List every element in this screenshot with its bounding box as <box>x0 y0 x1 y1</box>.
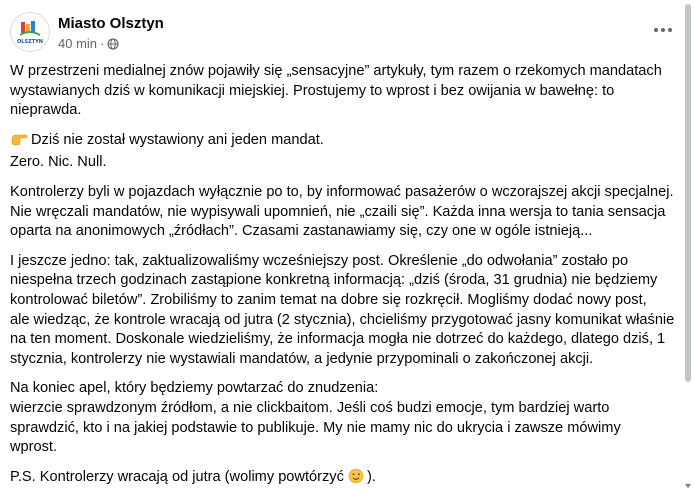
more-horizontal-icon <box>653 27 673 33</box>
olsztyn-logo-icon <box>11 13 49 51</box>
more-options-button[interactable] <box>648 18 678 42</box>
text-line: I jeszcze jedno: tak, zaktualizowaliśmy wcześniejszy post. Określenie „do odwołania” zostało po <box>10 252 629 269</box>
svg-text:OLSZTYN: OLSZTYN <box>17 39 43 45</box>
text-line-trailing: ). <box>366 468 376 485</box>
globe-icon[interactable] <box>107 38 119 50</box>
text-line <box>10 131 682 154</box>
post-body <box>10 62 682 500</box>
text-line: oparta na anonimowych „źródłach”. Czasami zastanawiamy się, czy one w ogóle istnieją... <box>10 223 593 240</box>
text-line: ale wiedząc, że kontrole wracają od jutra (2 stycznia), chcieliśmy przygotować jasny komunikat właśnie <box>10 311 675 328</box>
text-line: sprawdzić, kto i na jakiej podstawie to publikuje. My nie mamy nic do ukrycia i zawsze mówimy <box>10 419 621 436</box>
paragraph-1 <box>10 62 682 121</box>
post-meta <box>58 36 119 51</box>
text-line: wprost. <box>10 439 58 456</box>
scrollbar[interactable] <box>684 0 692 492</box>
text-line: Na koniec apel, który będziemy powtarzać do znudzenia: <box>10 380 379 397</box>
winking-face-icon <box>348 468 364 491</box>
meta-separator: · <box>100 36 105 51</box>
scrollbar-thumb[interactable] <box>685 4 691 382</box>
text-line: nieprawda. <box>10 102 82 119</box>
paragraph-6 <box>10 468 682 491</box>
avatar[interactable] <box>10 12 50 52</box>
author-name[interactable]: Miasto Olsztyn <box>58 15 164 32</box>
scroll-down-arrow-icon[interactable] <box>684 482 692 490</box>
text-line: na ten moment. Doskonale wiedzieliśmy, że informacja mogła nie dotrzeć do każdego, dlatego dziś, 1 <box>10 331 666 348</box>
text-line: wierzcie sprawdzonym źródłom, a nie clickbaitom. Jeśli coś budzi emocje, tym bardziej warto <box>10 399 610 416</box>
text-line: W przestrzeni medialnej znów pojawiły się „sensacyjne” artykuły, tym razem o rzekomych mandatach <box>10 63 662 79</box>
paragraph-4 <box>10 252 682 370</box>
text-line: Nie wręczali mandatów, nie wypisywali upomnień, nie „czaili się”. Każda inna wersja to tania sensacja <box>10 203 666 220</box>
paragraph-5 <box>10 379 682 457</box>
text-line: kontrolować biletów”. Zrobiliśmy to zanim temat na dobre się rozkręcił. Mogliśmy dodać nowy post, <box>10 291 647 308</box>
backhand-pointing-right-icon <box>10 131 28 154</box>
text-line <box>10 468 682 491</box>
text-line: Zero. Nic. Null. <box>10 154 107 171</box>
text-line: stycznia, kontrolerzy nie wystawiali mandatów, a jedynie przypominali o zakończonej akcji. <box>10 350 594 367</box>
paragraph-3 <box>10 183 682 242</box>
text-line: wystawianych dziś w komunikacji miejskiej. Prostujemy to wprost i bez owijania w bawełnę: to <box>10 82 615 99</box>
post-header <box>10 12 682 54</box>
text-line-content: P.S. Kontrolerzy wracają od jutra (wolimy powtórzyć <box>10 468 344 485</box>
text-line-content: Dziś nie został wystawiony ani jeden mandat. <box>31 131 324 148</box>
paragraph-2 <box>10 131 682 173</box>
post-timestamp[interactable]: 40 min <box>58 36 98 51</box>
text-line: Kontrolerzy byli w pojazdach wyłącznie po to, by informować pasażerów o wczorajszej akcji specjalnej. <box>10 183 674 200</box>
text-line: niespełna trzech godzinach zastąpione konkretną informacją: „dziś (środa, 31 grudnia) nie będziemy <box>10 272 658 289</box>
